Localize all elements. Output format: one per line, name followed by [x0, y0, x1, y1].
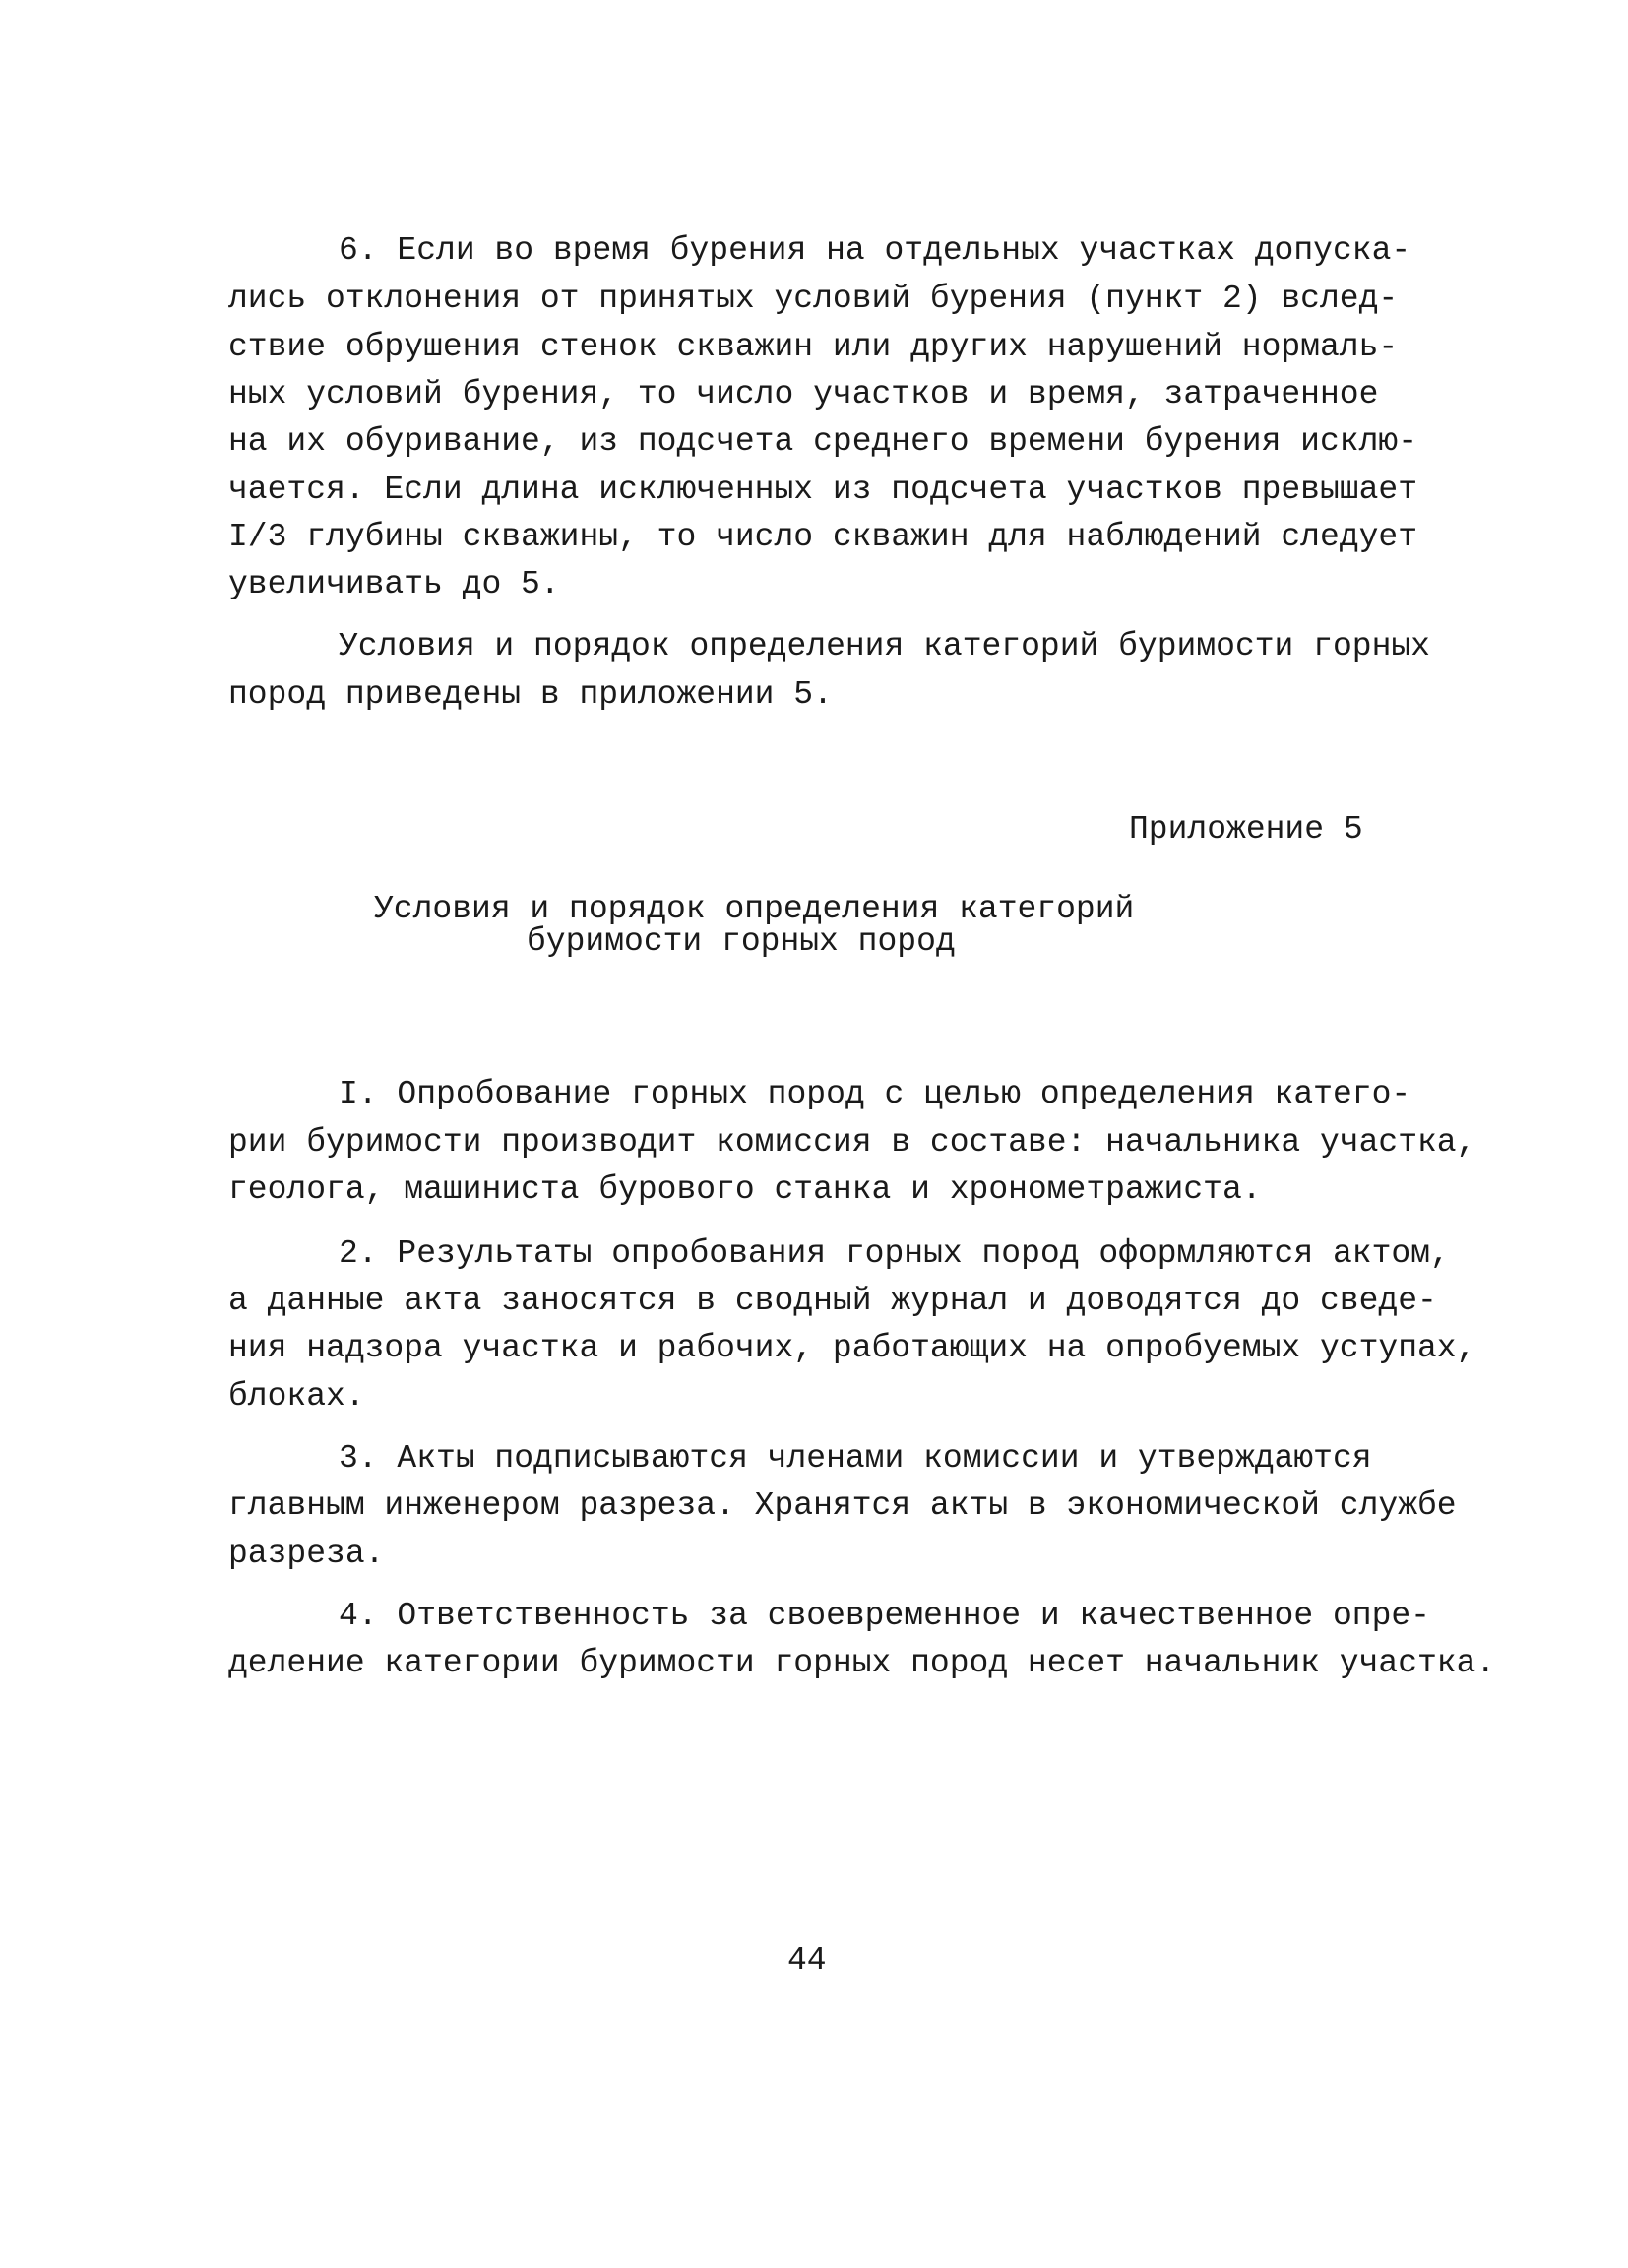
section-6-line: 6. Если во время бурения на отдельных участках допуска-	[339, 232, 1411, 269]
appendix-label: Приложение 5	[1129, 811, 1363, 848]
item-1-line: геолога, машиниста бурового станка и хронометражиста.	[228, 1171, 1262, 1208]
section-6-line: ных условий бурения, то число участков и время, затраченное	[228, 376, 1379, 412]
section-6-line: ствие обрушения стенок скважин или других нарушений нормаль-	[228, 329, 1399, 365]
page-number: 44	[787, 1942, 827, 1979]
item-3-line: 3. Акты подписываются членами комиссии и утверждаются	[339, 1440, 1372, 1477]
item-2-line: блоках.	[228, 1378, 365, 1415]
section-6-line: чается. Если длина исключенных из подсчета участков превышает	[228, 472, 1417, 508]
section-6-line: лись отклонения от принятых условий бурения (пункт 2) вслед-	[228, 281, 1399, 317]
appendix-title-line-2: буримости горных пород	[527, 923, 956, 960]
item-4-line: деление категории буримости горных пород несет начальник участка.	[228, 1645, 1496, 1681]
section-6-line: I/3 глубины скважины, то число скважин для наблюдений следует	[228, 519, 1417, 555]
reference-line: пород приведены в приложении 5.	[228, 676, 833, 713]
section-6-line: на их обуривание, из подсчета среднего времени бурения исклю-	[228, 423, 1417, 460]
reference-line: Условия и порядок определения категорий буримости горных	[339, 628, 1430, 664]
item-1-line: I. Опробование горных пород с целью определения катего-	[339, 1076, 1411, 1112]
item-2-line: а данные акта заносятся в сводный журнал и доводятся до сведе-	[228, 1283, 1437, 1319]
item-3-line: главным инженером разреза. Хранятся акты в экономической службе	[228, 1487, 1457, 1524]
item-2-line: 2. Результаты опробования горных пород оформляются актом,	[339, 1235, 1450, 1272]
item-2-line: ния надзора участка и рабочих, работающих на опробуемых уступах,	[228, 1330, 1476, 1366]
section-6-line: увеличивать до 5.	[228, 566, 560, 602]
item-1-line: рии буримости производит комиссия в составе: начальника участка,	[228, 1124, 1476, 1161]
item-3-line: разреза.	[228, 1536, 385, 1572]
appendix-title-line-1: Условия и порядок определения категорий	[374, 891, 1135, 927]
item-4-line: 4. Ответственность за своевременное и качественное опре-	[339, 1598, 1430, 1634]
